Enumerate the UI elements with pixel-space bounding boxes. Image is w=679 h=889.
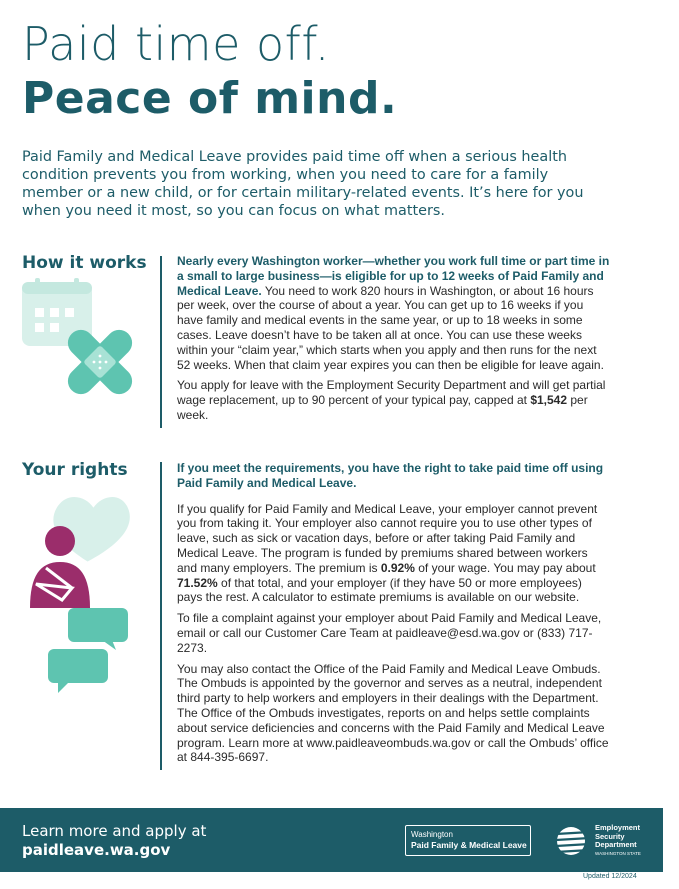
- esd-logo: [556, 822, 656, 860]
- rights-text-c: of that total, and your employer (if they have 50 or more employees) pays the rest. A calculator to estimate premiums is available on our website.: [177, 575, 582, 605]
- weekly-cap: $1,542: [530, 393, 568, 408]
- pfml-logo-name: Paid Family & Medical Leave: [411, 840, 527, 850]
- esd-line-1: Employment: [595, 823, 641, 832]
- updated-date: Updated 12/2024: [583, 873, 637, 880]
- rights-paragraph-3: You may also contact the Office of the Paid Family and Medical Leave Ombuds. The Ombuds is appointed by the governor and serves as a neutral, independent third party to help workers and employers in their dealings with the Department. The Office of the Ombuds investigates, reports on and helps settle complaints about service deficiencies and concerns with the Paid Family and Medical Leave program. Learn more at www.paidleaveombuds.wa.gov or call the Ombuds’ office at 844-395-6697.: [177, 661, 609, 765]
- eligibility-lead: Nearly every Washington worker—whether you work full time or part time in a small to large business—is eligible for up to 12 weeks of Paid Family and Medical Leave.: [177, 254, 610, 298]
- your-rights-body: [177, 461, 610, 771]
- esd-logo-mark-icon: [556, 826, 590, 856]
- pfml-logo-state: Washington: [411, 830, 453, 839]
- eligibility-details: You need to work 820 hours in Washington, or about 16 hours per week, over the course of about a year. You can get up to 16 weeks if you have family and medical events in the same year, or up to 18 weeks in some cases. Leave doesn’t have to be taken all at once. You can use these weeks within your “claim year,” which starts when you apply and then runs for the next 52 weeks. When that claim year expires you can then be eligible for leave again.: [177, 283, 604, 372]
- intro-paragraph: Paid Family and Medical Leave provides paid time off when a serious health condition prevents you from working, when you need to care for a family member or a new child, or for certain military-related events. It’s here for you when you need it most, so you can focus on what matters.: [22, 149, 584, 219]
- esd-line-3: Department: [595, 840, 637, 849]
- premium-rate: 0.92%: [380, 560, 415, 575]
- pfml-logo: [405, 825, 531, 856]
- rights-illustration: [22, 488, 137, 700]
- title-line-2: Peace of mind.: [22, 73, 398, 124]
- title-line-1: Paid time off.: [22, 17, 330, 71]
- rights-text-b: of your wage. You may pay about: [414, 560, 596, 575]
- footer-cta-text: Learn more and apply at: [22, 822, 207, 840]
- how-it-works-paragraph-2: [177, 378, 610, 422]
- esd-logo-text: [595, 824, 640, 850]
- wage-replacement-text: You apply for leave with the Employment Security Department and will get partial wage replacement, up to 90 percent of your typical pay, capped at: [177, 378, 606, 408]
- calendar-bandage-illustration: [22, 278, 140, 400]
- esd-logo-state: WASHINGTON STATE: [595, 851, 641, 856]
- rights-text-a: If you qualify for Paid Family and Medical Leave, your employer cannot prevent you from taking it. Your employer also cannot require you to use other types of leave, such as sick or vacation days, before or after taking Paid Family and Medical Leave. The program is funded by premiums shared between workers and many employers. The premium is: [177, 501, 598, 575]
- rights-paragraph-1: [177, 502, 610, 606]
- esd-line-2: Security: [595, 831, 625, 841]
- footer-banner: [0, 808, 663, 872]
- worker-share: 71.52%: [177, 575, 218, 590]
- rights-paragraph-2: To file a complaint against your employer about Paid Family and Medical Leave, email or call our Customer Care Team at paidleave@esd.wa.gov or (833) 717-2273.: [177, 611, 602, 655]
- how-it-works-heading: How it works: [22, 253, 147, 273]
- chat-bubbles-icon: [48, 608, 128, 693]
- rights-lead: If you meet the requirements, you have the right to take paid time off using Paid Family and Medical Leave.: [177, 461, 604, 490]
- footer-website-link[interactable]: paidleave.wa.gov: [22, 841, 171, 859]
- weekly-cap-suffix: per week.: [177, 393, 588, 422]
- how-it-works-body: [177, 254, 610, 429]
- your-rights-heading: Your rights: [22, 460, 128, 480]
- how-it-works-paragraph-1: [177, 254, 610, 372]
- your-rights-divider: [160, 462, 162, 770]
- bandage-icon: [63, 325, 138, 400]
- how-it-works-divider: [160, 256, 162, 428]
